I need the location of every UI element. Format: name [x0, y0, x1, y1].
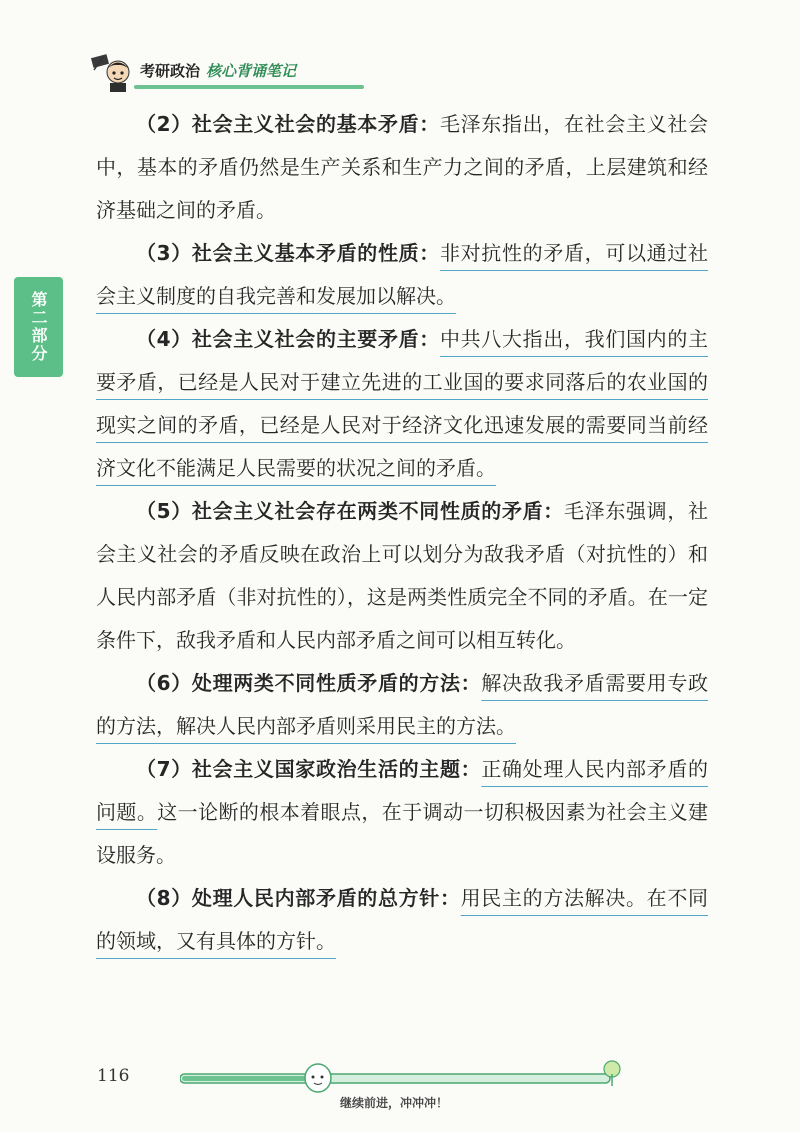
paragraph-title: （5）社会主义社会存在两类不同性质的矛盾： [136, 499, 564, 523]
footer-progress-bar [180, 1060, 630, 1096]
main-content [96, 103, 708, 963]
header-title-main: 考研政治 [140, 62, 201, 80]
paragraph-title: （7）社会主义国家政治生活的主题： [136, 757, 482, 781]
paragraph-2 [96, 103, 708, 232]
footer-slogan: 继续前进，冲冲冲！ [340, 1096, 449, 1110]
paragraph-body-underlined: 中共八大指出，我们国内的主要矛盾，已经是人民对于建立先进的工业国的要求同落后的农业国的现实之间的矛盾，已经是人民对于经济文化迅速发展的需要同当前经济文化不能满足人民需要的状况之间的矛盾。 [96, 327, 709, 480]
paragraph-title: （6）处理两类不同性质矛盾的方法： [136, 671, 482, 695]
paragraph-7 [96, 748, 708, 877]
paragraph-3 [96, 232, 708, 318]
paragraph-body-tail: 这一论断的根本着眼点，在于调动一切积极因素为社会主义建设服务。 [96, 800, 709, 867]
paragraph-body-underlined: 非对抗性的矛盾，可以通过社会主义制度的自我完善和发展加以解决。 [96, 241, 709, 308]
mascot-icon [90, 52, 134, 92]
paragraph-title: （2）社会主义社会的基本矛盾： [136, 112, 440, 136]
paragraph-body: 毛泽东强调，社会主义社会的矛盾反映在政治上可以划分为敌我矛盾（对抗性的）和人民内部矛盾（非对抗性的），这是两类性质完全不同的矛盾。在一定条件下，敌我矛盾和人民内部矛盾之间可以相互转化。 [96, 499, 709, 652]
paragraph-6 [96, 662, 708, 748]
paragraph-title: （8）处理人民内部矛盾的总方针： [136, 886, 461, 910]
paragraph-5 [96, 490, 708, 662]
paragraph-body-underlined: 解决敌我矛盾需要用专政的方法，解决人民内部矛盾则采用民主的方法。 [96, 671, 709, 738]
paragraph-4 [96, 318, 708, 490]
header-subtitle: 核心背诵笔记 [206, 62, 297, 80]
page-number: 116 [97, 1066, 130, 1086]
header-title [140, 60, 296, 81]
header-underline [134, 85, 364, 89]
paragraph-8 [96, 877, 708, 963]
paragraph-body-underlined: 用民主的方法解决。在不同的领域，又有具体的方针。 [96, 886, 709, 953]
mascot-bean-icon [305, 1064, 331, 1092]
page-header [90, 52, 370, 92]
paragraph-title: （4）社会主义社会的主要矛盾： [136, 327, 440, 351]
section-side-tab [14, 277, 63, 377]
paragraph-title: （3）社会主义基本矛盾的性质： [136, 241, 440, 265]
paragraph-body-underlined: 正确处理人民内部矛盾的问题。 [96, 757, 709, 824]
side-tab-label: 第二部分 [29, 291, 48, 363]
paragraph-body: 毛泽东指出，在社会主义社会中，基本的矛盾仍然是生产关系和生产力之间的矛盾，上层建筑和经济基础之间的矛盾。 [96, 112, 709, 222]
